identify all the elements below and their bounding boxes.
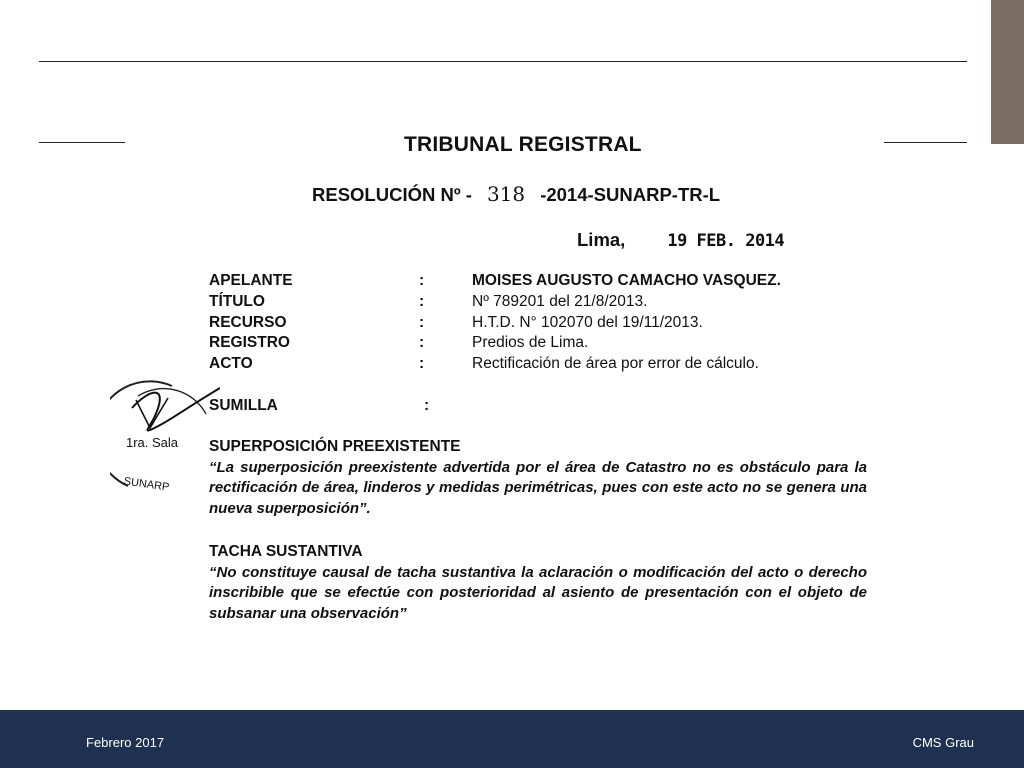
sumilla-section [209, 437, 867, 519]
resolution-number-line [312, 182, 720, 206]
sumilla-label: SUMILLA [209, 397, 278, 414]
place: Lima, [577, 229, 626, 250]
field-label: TÍTULO [209, 292, 265, 310]
footer-brand: CMS Grau [912, 735, 974, 750]
resolution-prefix: RESOLUCIÓN Nº - [312, 184, 472, 205]
section-heading: SUPERPOSICIÓN PREEXISTENTE [209, 438, 461, 455]
field-colon: : [419, 272, 425, 289]
field-value: Nº 789201 del 21/8/2013. [472, 292, 648, 310]
resolution-number: 318 [486, 182, 526, 206]
field-colon: : [419, 334, 425, 352]
section-text: “No constituye causal de tacha sustantiva la aclaración o modificación del acto o derecho inscribible que se efectúe con posterioridad al asiento de presentación con el objeto de subsanar una observación” [209, 563, 867, 622]
resolution-suffix: -2014-SUNARP-TR-L [540, 184, 721, 205]
registry-seal-icon [110, 378, 220, 496]
field-colon: : [419, 313, 425, 331]
slide-footer [0, 710, 1024, 768]
field-value: Predios de Lima. [472, 334, 589, 352]
field-value: MOISES AUGUSTO CAMACHO VASQUEZ. [472, 272, 781, 289]
field-colon: : [419, 355, 425, 373]
field-label: REGISTRO [209, 334, 290, 352]
field-value: Rectificación de área por error de cálculo. [472, 355, 759, 373]
seal-text-line2: SUNARP [123, 475, 171, 494]
field-colon: : [419, 292, 425, 310]
field-label: RECURSO [209, 313, 287, 331]
field-label: ACTO [209, 355, 253, 373]
footer-date: Febrero 2017 [86, 735, 165, 750]
sumilla-section [209, 542, 867, 624]
sumilla-colon: : [424, 397, 430, 414]
field-label: APELANTE [209, 272, 293, 289]
place-date-line [577, 229, 784, 251]
seal-text-line1: 1ra. Sala [126, 435, 179, 450]
section-text: “La superposición preexistente advertida por el área de Catastro no es obstáculo para la rectificación de área, linderos y medidas perimétricas, pues con este acto no se genera una nueva superposición”. [209, 458, 867, 517]
stamped-date: 19 FEB. 2014 [667, 231, 785, 251]
section-heading: TACHA SUSTANTIVA [209, 543, 363, 560]
field-value: H.T.D. N° 102070 del 19/11/2013. [472, 313, 703, 331]
document-title: TRIBUNAL REGISTRAL [404, 133, 642, 156]
